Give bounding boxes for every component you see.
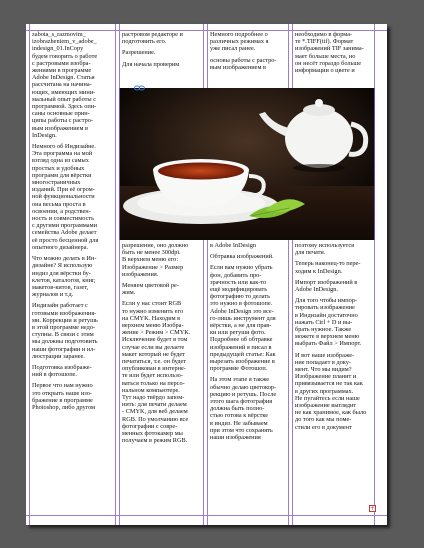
text-column-2-top[interactable] xyxy=(122,31,202,89)
column-guide-1 xyxy=(115,24,116,525)
paragraph: Что можно делать в Ин- дизайне? Я использую индиз для вёрстки бу- клетов, каталогов, книг, макетов-китов, газет, журналов и т.д. xyxy=(32,255,97,299)
paragraph: Если вам нужно убрать фон, добавить про- зрачность или как-то ещё модифицировать фотографию то делать это нужно в фотошопе. Adobe InDesign это все- го-лишь инструмент для вёрстки, а не для прав- ки или ретуши фото. Подробнее об обтравке изображений я писал в предыдущей статье: Как вырезать изображение в программе Фотошоп. xyxy=(210,264,276,373)
image-frame-edge-left xyxy=(119,88,120,240)
text-column-2-bottom[interactable] xyxy=(122,242,202,514)
paragraph: Немного подробнее о различных режимах я уже писал ранее. xyxy=(210,31,269,53)
paragraph: Если у нас стоит RGB то нужно изменить его на CMYK. Находим в верхнем меню Изобра- жение > Режим > CMYK. Исключение будет в том случае если вы делаете макет который не будет печататься, т.е. он будет опубликован в интерне- те или будет использо- ваться только на персо- нальном компьютере. Тут надо твёрдо запом- нить: для печати делаем - CMYK, для веб делаем RGB. По умолчанию все фотографии с совре- менных фотокамер мы получаем в режим RGB. xyxy=(122,300,191,445)
left-margin-guide xyxy=(29,24,30,525)
paragraph: Меняем цветовой ре- жим. xyxy=(122,282,179,297)
paragraph: Подготовка изображе- ний в фотошопе. xyxy=(32,363,92,379)
text-column-4-bottom[interactable] xyxy=(295,242,375,514)
paragraph: zabota_s_razmovim_ izobrazheniem_v_adobe_ indesign_01.InCopy будем говорить о работе с растровыми изобра- жениями в программе Adobe InDesign. Статья рассчитана на начина- ющих, имеющих мини- мальный опыт работы с программой. Здесь опи- саны основные прин- ципы работы с растро- вым изображением в InDesign. xyxy=(32,31,98,139)
paragraph: Для начала проверим xyxy=(122,60,180,68)
paragraph: Немного об Индизайне. Эта программа на мой взгляд одна из самых простых и удобных программ для вёрстки многостраничных изданий. При её огром- ной функциональности она весьма проста в освоении, а родствен- ность и совместимость с другими программами семейства Adobe делает её просто бесценной для опытного дизайнера. xyxy=(32,143,99,251)
paragraph: разрешение, оно должно быть не менее 300dpi. В верхнем меню его: Изображение > Размер изображения. xyxy=(122,242,189,278)
paragraph: Обтравка изображений. xyxy=(210,253,274,261)
text-column-4-top[interactable] xyxy=(295,31,375,89)
placed-image-frame[interactable] xyxy=(119,88,374,240)
paragraph: в Adobe InDesign xyxy=(210,242,256,249)
paragraph: Индизайн работает с готовыми изображения- ми. Коррекции и ретушь в этой программе недо- ступны. В связи с этим мы должны подготовить наши фотографии и ил- люстрации заранее. xyxy=(32,302,98,360)
text-column-3-bottom[interactable] xyxy=(210,242,288,514)
image-frame-edge-right xyxy=(374,88,375,240)
teapot-photo xyxy=(119,88,374,240)
overset-text-indicator[interactable]: + xyxy=(370,505,376,512)
paragraph: И вот наше изображе- ние попадает в доку- мент. Что мы видим? Изображение планит и привязывается не так как в других программах. Не пугайтесь если наше изображение выглядит не как хранимое, как было до того как мы поме- стили его в документ xyxy=(295,351,367,431)
paragraph: Теперь наконец-то пере- ходим к InDesign. xyxy=(295,260,361,275)
paragraph: На этом этапе я также обычно делаю цветокор- рекцию и ретушь. После этого шага фотография должна быть полно- стью готова к вёрстке в индиз. Не забываем при этом что сохранять наши изображения xyxy=(210,376,277,442)
paragraph: основы работы с растро- вым изображением в xyxy=(210,56,277,71)
paragraph: Импорт изображений в Adobe InDesign. xyxy=(295,278,358,294)
paragraph: поэтому используется для печати. xyxy=(295,242,355,257)
text-column-1[interactable] xyxy=(32,31,114,513)
paragraph: Первое что нам нужно это открыть наше изо- бражение в программе Photoshop, либо другом xyxy=(32,382,96,411)
text-column-3-top[interactable] xyxy=(210,31,288,89)
paragraph: Разрешение. xyxy=(122,49,156,57)
paragraph: Для того чтобы импор- тировать изображение в Индизайн достаточно нажать Ctrl + D и вы- брать нужное. Также можете в верхнем меню выбрать Файл > Импорт. xyxy=(295,297,362,348)
document-page xyxy=(26,24,387,525)
link-icon[interactable] xyxy=(134,85,145,91)
paragraph: растровом редакторе и подготовить его. xyxy=(122,31,183,46)
paragraph: необходимо в форма- те *.TIFF(tif). Формат изображений TIF занима- мает больше места, но он несёт гораздо больше информации о цвете и xyxy=(295,31,364,75)
